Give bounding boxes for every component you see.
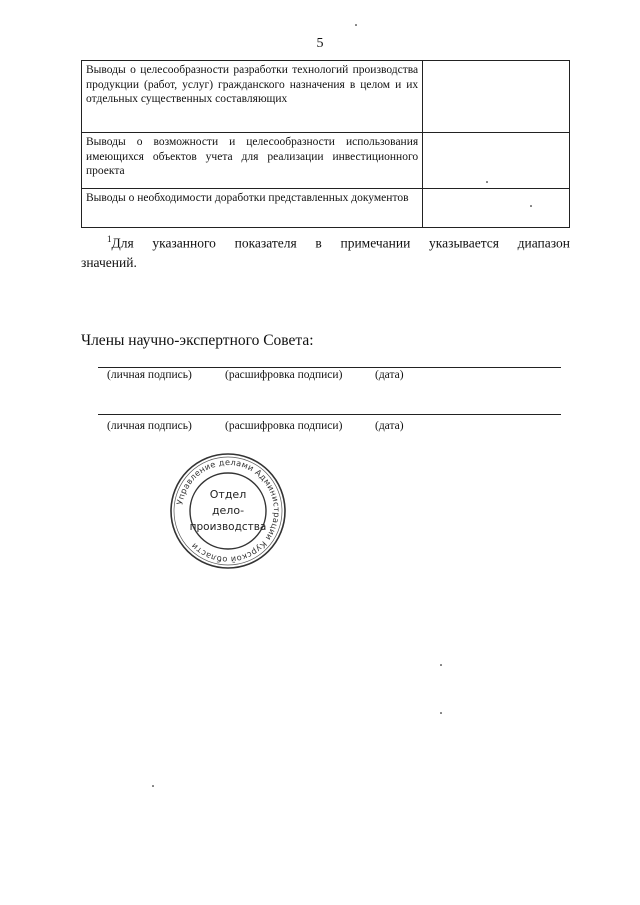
table-cell-answer	[423, 133, 570, 189]
personal-signature-label: (личная подпись)	[107, 420, 192, 432]
table-row	[82, 61, 570, 133]
signature-labels	[107, 420, 404, 432]
table-cell-answer	[423, 61, 570, 133]
table-row	[82, 189, 570, 228]
council-members-title: Члены научно-экспертного Совета:	[81, 332, 314, 349]
personal-signature-label: (личная подпись)	[107, 369, 192, 381]
scan-speck	[355, 24, 357, 26]
scan-speck	[486, 181, 488, 183]
signature-line	[98, 414, 561, 415]
office-stamp	[168, 452, 288, 570]
page-number: 5	[316, 36, 324, 51]
table-row	[82, 133, 570, 189]
stamp-text-line2: дело-	[211, 504, 245, 517]
scan-speck	[152, 785, 154, 787]
conclusions-table	[81, 60, 570, 228]
signature-decoding-label: (расшифровка подписи)	[225, 369, 343, 381]
table-cell-question: Выводы о необходимости доработки представленных документов	[82, 189, 423, 228]
scan-speck	[440, 664, 442, 666]
signature-labels	[107, 369, 404, 381]
table-cell-question: Выводы о возможности и целесообразности использования имеющихся объектов учета для реализации инвестиционного проекта	[82, 133, 423, 189]
scan-speck	[530, 205, 532, 207]
footnote-text-line1: Для указанного показателя в примечании указывается диапазон	[111, 235, 570, 251]
footnote	[81, 230, 570, 272]
date-label: (дата)	[375, 420, 404, 432]
stamp-ring-text: Управление делами Администрации Курской области	[174, 456, 283, 566]
footnote-marker: 1	[107, 234, 112, 244]
table-cell-question: Выводы о целесообразности разработки технологий производства продукции (работ, услуг) гражданского назначения в целом и их отдельных существенных составляющих	[82, 61, 423, 133]
stamp-text-line3: производства	[189, 521, 267, 533]
table-cell-answer	[423, 189, 570, 228]
date-label: (дата)	[375, 369, 404, 381]
footnote-text-line2: значений.	[81, 254, 137, 270]
scan-speck	[440, 712, 442, 714]
signature-decoding-label: (расшифровка подписи)	[225, 420, 343, 432]
signature-line	[98, 367, 561, 368]
stamp-text-line1: Отдел	[209, 488, 247, 501]
